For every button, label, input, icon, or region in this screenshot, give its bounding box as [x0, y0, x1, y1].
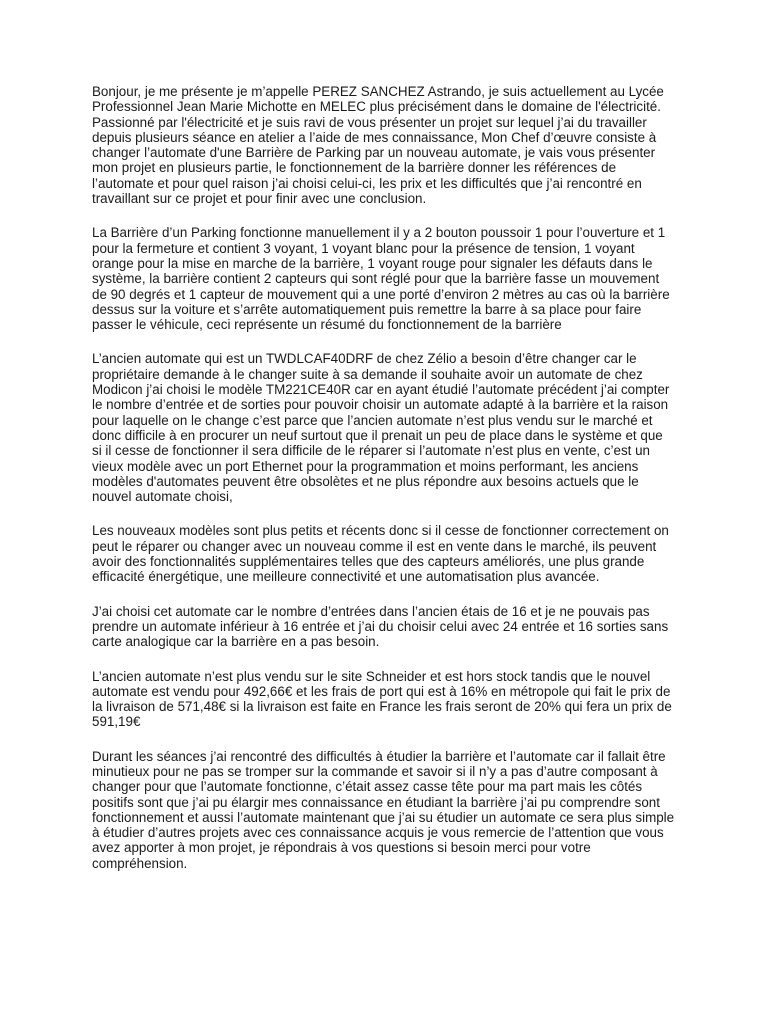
- document-body: [92, 84, 676, 890]
- paragraph-old-automaton: L’ancien automate qui est un TWDLCAF40DRF de chez Zélio a besoin d’être changer car le propriétaire demande à le changer suite à sa demande il souhaite avoir un automate de chez Modicon j’ai choisi le modèle TM221CE40R car en ayant étudié l’automate précédent j’ai compter le nombre d’entrée et de sorties pour pouvoir choisir un automate adapté à la barrière et la raison pour laquelle on le change c’est parce que l’ancien automate n’est plus vendu sur le marché et donc difficile à en procurer un neuf surtout que il prenait un peu de place dans le système et que si il cesse de fonctionner il sera difficile de le réparer si l’automate n’est plus en vente, c’est un vieux modèle avec un port Ethernet pour la programmation et moins performant, les anciens modèles d'automates peuvent être obsolètes et ne plus répondre aux besoins actuels que le nouvel automate choisi,: [92, 351, 670, 505]
- paragraph-prices: L’ancien automate n’est plus vendu sur le site Schneider et est hors stock tandis que le nouvel automate est vendu pour 492,66€ et les frais de port qui est à 16% en métropole qui fait le prix de la livraison de 571,48€ si la livraison est faite en France les frais seront de 20% qui fera un prix de 591,19€: [92, 668, 672, 730]
- paragraph-new-models: Les nouveaux modèles sont plus petits et récents donc si il cesse de fonctionner correctement on peut le réparer ou changer avec un nouveau comme il est en vente dans le marché, ils peuvent avoir des fonctionnalités supplémentaires telles que des capteurs améliorés, une plus grande efficacité énergétique, une meilleure connectivité et une automatisation plus avancée.: [92, 523, 669, 585]
- paragraph-difficulties-conclusion: Durant les séances j’ai rencontré des difficultés à étudier la barrière et l’automate car il fallait être minutieux pour ne pas se tromper sur la commande et savoir si il n’y a pas d’autre composant à changer pour que l’automate fonctionne, c’était assez casse tête pour ma part mais les côtés positifs sont que j’ai pu élargir mes connaissance en étudiant la barrière j’ai pu comprendre sont fonctionnement et aussi l’automate maintenant que j’ai su étudier un automate ce sera plus simple à étudier d’autres projets avec ces connaissance acquis je vous remercie de l’attention que vous avez apporter à mon projet, je répondrais à vos questions si besoin merci pour votre compréhension.: [92, 748, 675, 871]
- paragraph-barrier-operation: La Barrière d’un Parking fonctionne manuellement il y a 2 bouton poussoir 1 pour l’ouverture et 1 pour la fermeture et contient 3 voyant, 1 voyant blanc pour la présence de tension, 1 voyant orange pour la mise en marche de la barrière, 1 voyant rouge pour signaler les défauts dans le système, la barrière contient 2 capteurs qui sont réglé pour que la barrière fasse un mouvement de 90 degrés et 1 capteur de mouvement qui a une porté d’environ 2 mètres au cas où la barrière dessus sur la voiture et s’arrête automatiquement puis remettre la barre à sa place pour faire passer le véhicule, ceci représente un résumé du fonctionnement de la barrière: [92, 225, 670, 333]
- paragraph-choice-reason: J’ai choisi cet automate car le nombre d’entrées dans l’ancien étais de 16 et je ne pouvais pas prendre un automate inférieur à 16 entrée et j’ai du choisir celui avec 24 entrée et 16 sorties sans carte analogique car la barrière en a pas besoin.: [92, 603, 669, 650]
- paragraph-introduction: Bonjour, je me présente je m’appelle PEREZ SANCHEZ Astrando, je suis actuellement au Lycée Professionnel Jean Marie Michotte en MELEC plus précisément dans le domaine de l'électricité. Passionné par l'électricité et je suis ravi de vous présenter un projet sur lequel j’ai du travailler depuis plusieurs séance en atelier a l’aide de mes connaissance, Mon Chef d’œuvre consiste à changer l’automate d'une Barrière de Parking par un nouveau automate, je vais vous présenter mon projet en plusieurs partie, le fonctionnement de la barrière donner les références de l’automate et pour quel raison j’ai choisi celui-ci, les prix et les difficultés que j’ai rencontré en travaillant sur ce projet et pour finir avec une conclusion.: [92, 84, 664, 207]
